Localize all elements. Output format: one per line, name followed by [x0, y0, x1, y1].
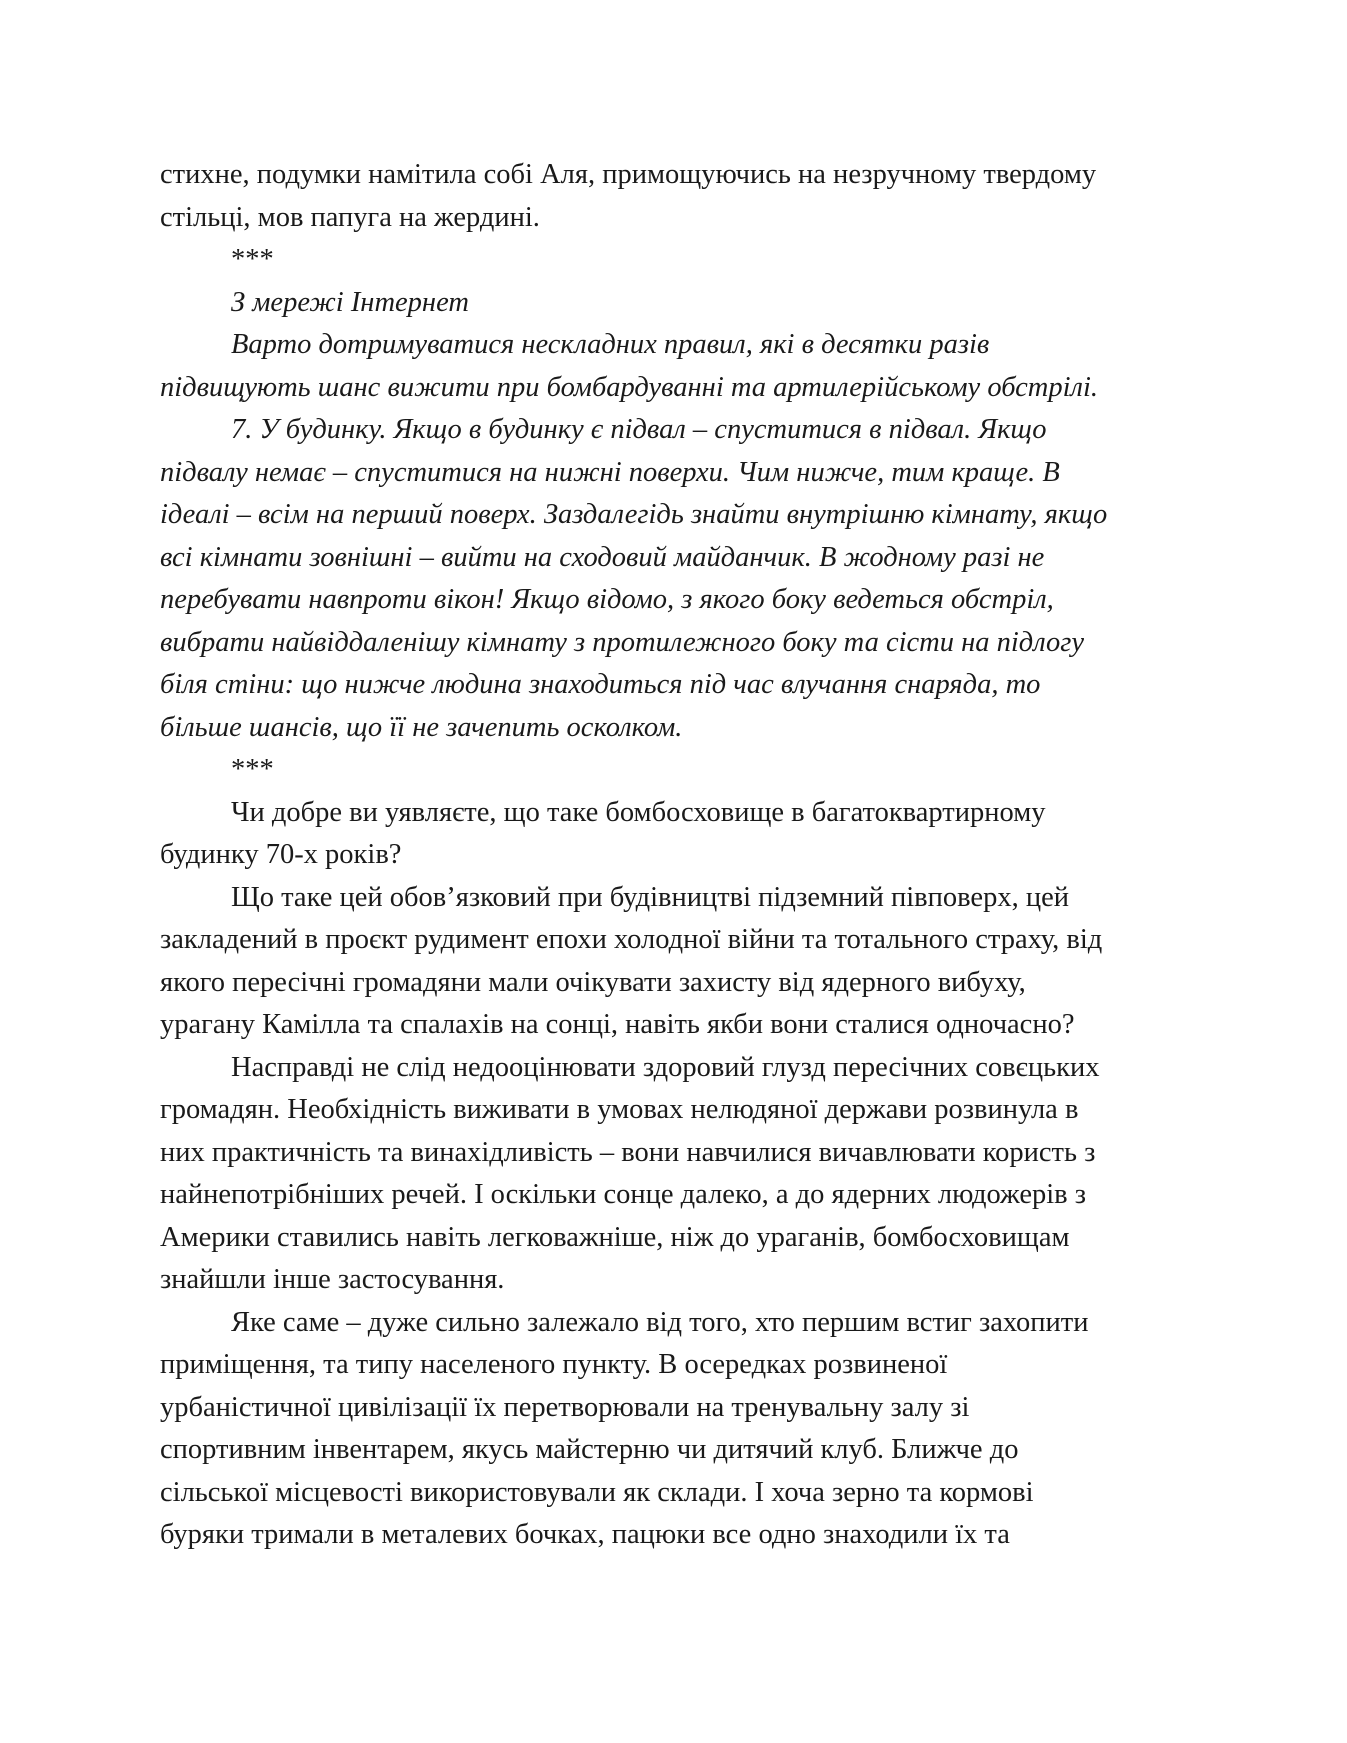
text-line: будинку 70-х років?: [160, 839, 402, 870]
text-line: спортивним інвентарем, якусь майстерню чи дитячий клуб. Ближче до: [160, 1434, 1019, 1465]
text-line: буряки тримали в металевих бочках, пацюки все одно знаходили їх та: [160, 1519, 1010, 1550]
text-line: стільці, мов папуга на жердині.: [160, 201, 540, 233]
text-line: ***: [231, 244, 274, 275]
text-line: ***: [231, 754, 274, 785]
text-line: найнепотрібніших речей. І оскільки сонце далеко, а до ядерних людожерів з: [160, 1179, 1086, 1210]
text-line: 7. У будинку. Якщо в будинку є підвал – спуститися в підвал. Якщо: [231, 414, 1047, 445]
text-line: Насправді не слід недооцінювати здоровий глузд пересічних совєцьких: [231, 1051, 1100, 1083]
text-line: підвищують шанс вижити при бомбардуванні та артилерійському обстрілі.: [160, 371, 1099, 403]
text-line: якого пересічні громадяни мали очікувати захисту від ядерного вибуху,: [160, 966, 1026, 998]
text-line: закладений в проєкт рудимент епохи холодної війни та тотального страху, від: [160, 924, 1103, 955]
text-line: урбаністичної цивілізації їх перетворювали на тренувальну залу зі: [160, 1391, 970, 1423]
text-line: біля стіни: що нижче людина знаходиться під час влучання снаряда, то: [160, 669, 1041, 700]
text-line: них практичність та винахідливість – вони навчилися вичавлювати користь з: [160, 1136, 1096, 1168]
text-line: Варто дотримуватися нескладних правил, які в десятки разів: [231, 329, 990, 360]
text-line: більше шансів, що її не зачепить осколком.: [160, 711, 683, 743]
text-line: вибрати найвіддаленішу кімнату з протилежного боку та сісти на підлогу: [160, 626, 1085, 658]
text-line: Що таке цей обов’язковий при будівництві підземний півповерх, цей: [231, 881, 1069, 913]
text-line: З мережі Інтернет: [231, 286, 469, 318]
body-text: [160, 154, 1200, 1557]
text-line: урагану Камілла та спалахів на сонці, навіть якби вони сталися одночасно?: [160, 1009, 1075, 1040]
text-line: стихне, подумки намітила собі Аля, примощуючись на незручному твердому: [160, 159, 1097, 190]
text-line: знайшли інше застосування.: [160, 1264, 505, 1295]
text-line: Америки ставились навіть легковажніше, ніж до ураганів, бомбосховищам: [160, 1221, 1070, 1253]
text-line: сільської місцевості використовували як склади. І хоча зерно та кормові: [160, 1476, 1034, 1508]
text-line: Чи добре ви уявляєте, що таке бомбосховище в багатоквартирному: [231, 796, 1046, 828]
text-line: підвалу немає – спуститися на нижні поверхи. Чим нижче, тим краще. В: [160, 456, 1060, 488]
text-line: Яке саме – дуже сильно залежало від того, хто першим встиг захопити: [231, 1306, 1089, 1338]
text-line: ідеалі – всім на перший поверх. Заздалегідь знайти внутрішню кімнату, якщо: [160, 499, 1108, 530]
text-line: приміщення, та типу населеного пункту. В осередках розвиненої: [160, 1349, 948, 1380]
text-line: перебувати навпроти вікон! Якщо відомо, з якого боку ведеться обстріл,: [160, 584, 1054, 615]
text-line: всі кімнати зовнішні – вийти на сходовий майданчик. В жодному разі не: [160, 541, 1045, 573]
text-line: громадян. Необхідність виживати в умовах нелюдяної держави розвинула в: [160, 1094, 1079, 1125]
